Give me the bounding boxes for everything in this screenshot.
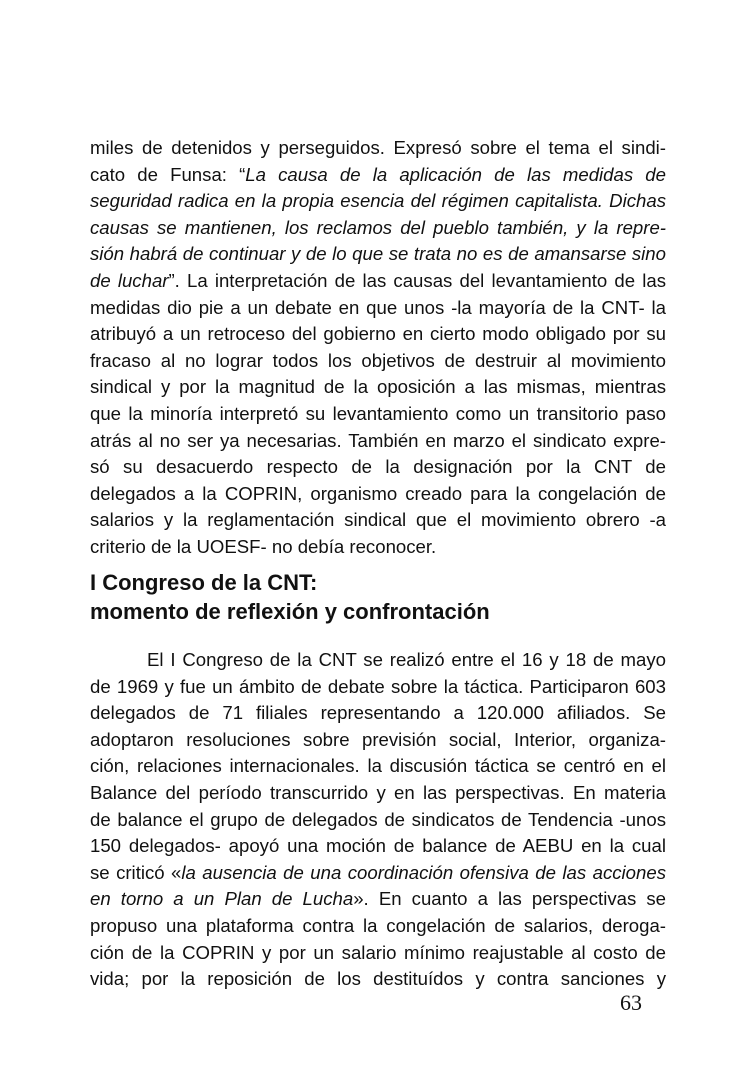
text-segment: adoptaron resoluciones sobre previsión social, Interior, organiza- (90, 728, 666, 750)
text-line (90, 833, 666, 860)
text-segment: ”. La interpretación de las causas del levantamiento de las (168, 269, 666, 291)
text-line (90, 401, 666, 428)
text-line (90, 162, 666, 189)
text-line (90, 188, 666, 215)
text-line (90, 268, 666, 295)
text-segment: atrás al no ser ya necesarias. También en marzo el sindicato expre- (90, 429, 666, 451)
text-segment: medidas dio pie a un debate en que unos -la mayoría de la CNT- la (90, 296, 666, 318)
text-segment: de balance el grupo de delegados de sindicatos de Tendencia -unos (90, 808, 666, 830)
text-segment: ción, relaciones internacionales. la discusión táctica se centró en el (90, 755, 666, 777)
text-line (90, 700, 666, 727)
text-line (90, 215, 666, 242)
italic-quote-text: seguridad radica en la propia esencia del régimen capitalista. Dichas (90, 190, 666, 212)
italic-quote-text: causas se mantienen, los reclamos del pueblo también, y la repre- (90, 216, 666, 238)
heading-line-2: momento de reflexión y confrontación (90, 599, 490, 624)
text-segment: ». En cuanto a las perspectivas se (353, 888, 666, 910)
text-segment: vida; por la reposición de los destituídos y contra sanciones y (90, 968, 666, 990)
text-segment: sindical y por la magnitud de la oposición a las mismas, mientras (90, 376, 666, 398)
section-heading (90, 568, 666, 626)
page-number: 63 (620, 990, 642, 1015)
text-segment: 150 delegados- apoyó una moción de balance de AEBU en la cual (90, 835, 666, 857)
text-segment: propuso una plataforma contra la congelación de salarios, deroga- (90, 914, 666, 936)
text-line (90, 534, 666, 561)
text-line (90, 374, 666, 401)
text-segment: atribuyó a un retroceso del gobierno en cierto modo obligado por su (90, 323, 666, 345)
text-line (90, 507, 666, 534)
italic-quote-text: La causa de la aplicación de las medidas de (245, 163, 666, 185)
text-line (90, 295, 666, 322)
text-line (90, 753, 666, 780)
text-line (90, 674, 666, 701)
text-line (90, 647, 666, 674)
text-segment: salarios y la reglamentación sindical que el movimiento obrero -a (90, 509, 666, 531)
italic-quote-text: de luchar (90, 269, 169, 291)
text-line (90, 966, 666, 993)
text-segment: delegados de 71 filiales representando a 120.000 afiliados. Se (90, 702, 666, 724)
text-line (90, 913, 666, 940)
text-line (90, 428, 666, 455)
italic-quote-text: en torno a un Plan de Lucha (90, 888, 354, 910)
text-line (90, 860, 666, 887)
text-segment: de 1969 y fue un ámbito de debate sobre la táctica. Participaron 603 (90, 675, 666, 697)
italic-quote-text: sión habrá de continuar y de lo que se trata no es de amansarse sino (90, 243, 666, 265)
text-line (90, 807, 666, 834)
text-segment: cato de Funsa: “ (90, 163, 246, 185)
text-segment: fracaso al no lograr todos los objetivos de destruir al movimiento (90, 349, 666, 371)
text-segment: miles de detenidos y perseguidos. Expresó sobre el tema el sindi- (90, 137, 666, 158)
text-line (90, 321, 666, 348)
text-line (90, 481, 666, 508)
paragraph-2 (90, 647, 666, 993)
text-line (90, 780, 666, 807)
text-segment: delegados a la COPRIN, organismo creado para la congelación de (90, 482, 666, 504)
text-segment: Balance del período transcurrido y en las perspectivas. En materia (90, 781, 666, 803)
paragraph-1 (90, 135, 666, 561)
text-line (90, 886, 666, 913)
text-segment: criterio de la UOESF- no debía reconocer. (90, 535, 437, 557)
text-line (90, 940, 666, 967)
text-segment: El I Congreso de la CNT se realizó entre el 16 y 18 de mayo (147, 649, 666, 670)
text-segment: se criticó « (90, 861, 182, 883)
text-line (90, 454, 666, 481)
text-line (90, 348, 666, 375)
text-line (90, 241, 666, 268)
heading-line-1: I Congreso de la CNT: (90, 570, 318, 595)
text-line (90, 727, 666, 754)
italic-quote-text: la ausencia de una coordinación ofensiva de las acciones (181, 861, 666, 883)
text-segment: só su desacuerdo respecto de la designación por la CNT de (90, 456, 666, 478)
text-segment: que la minoría interpretó su levantamiento como un transitorio paso (90, 402, 666, 424)
text-segment: ción de la COPRIN y por un salario mínimo reajustable al costo de (90, 941, 666, 963)
text-line (90, 135, 666, 162)
